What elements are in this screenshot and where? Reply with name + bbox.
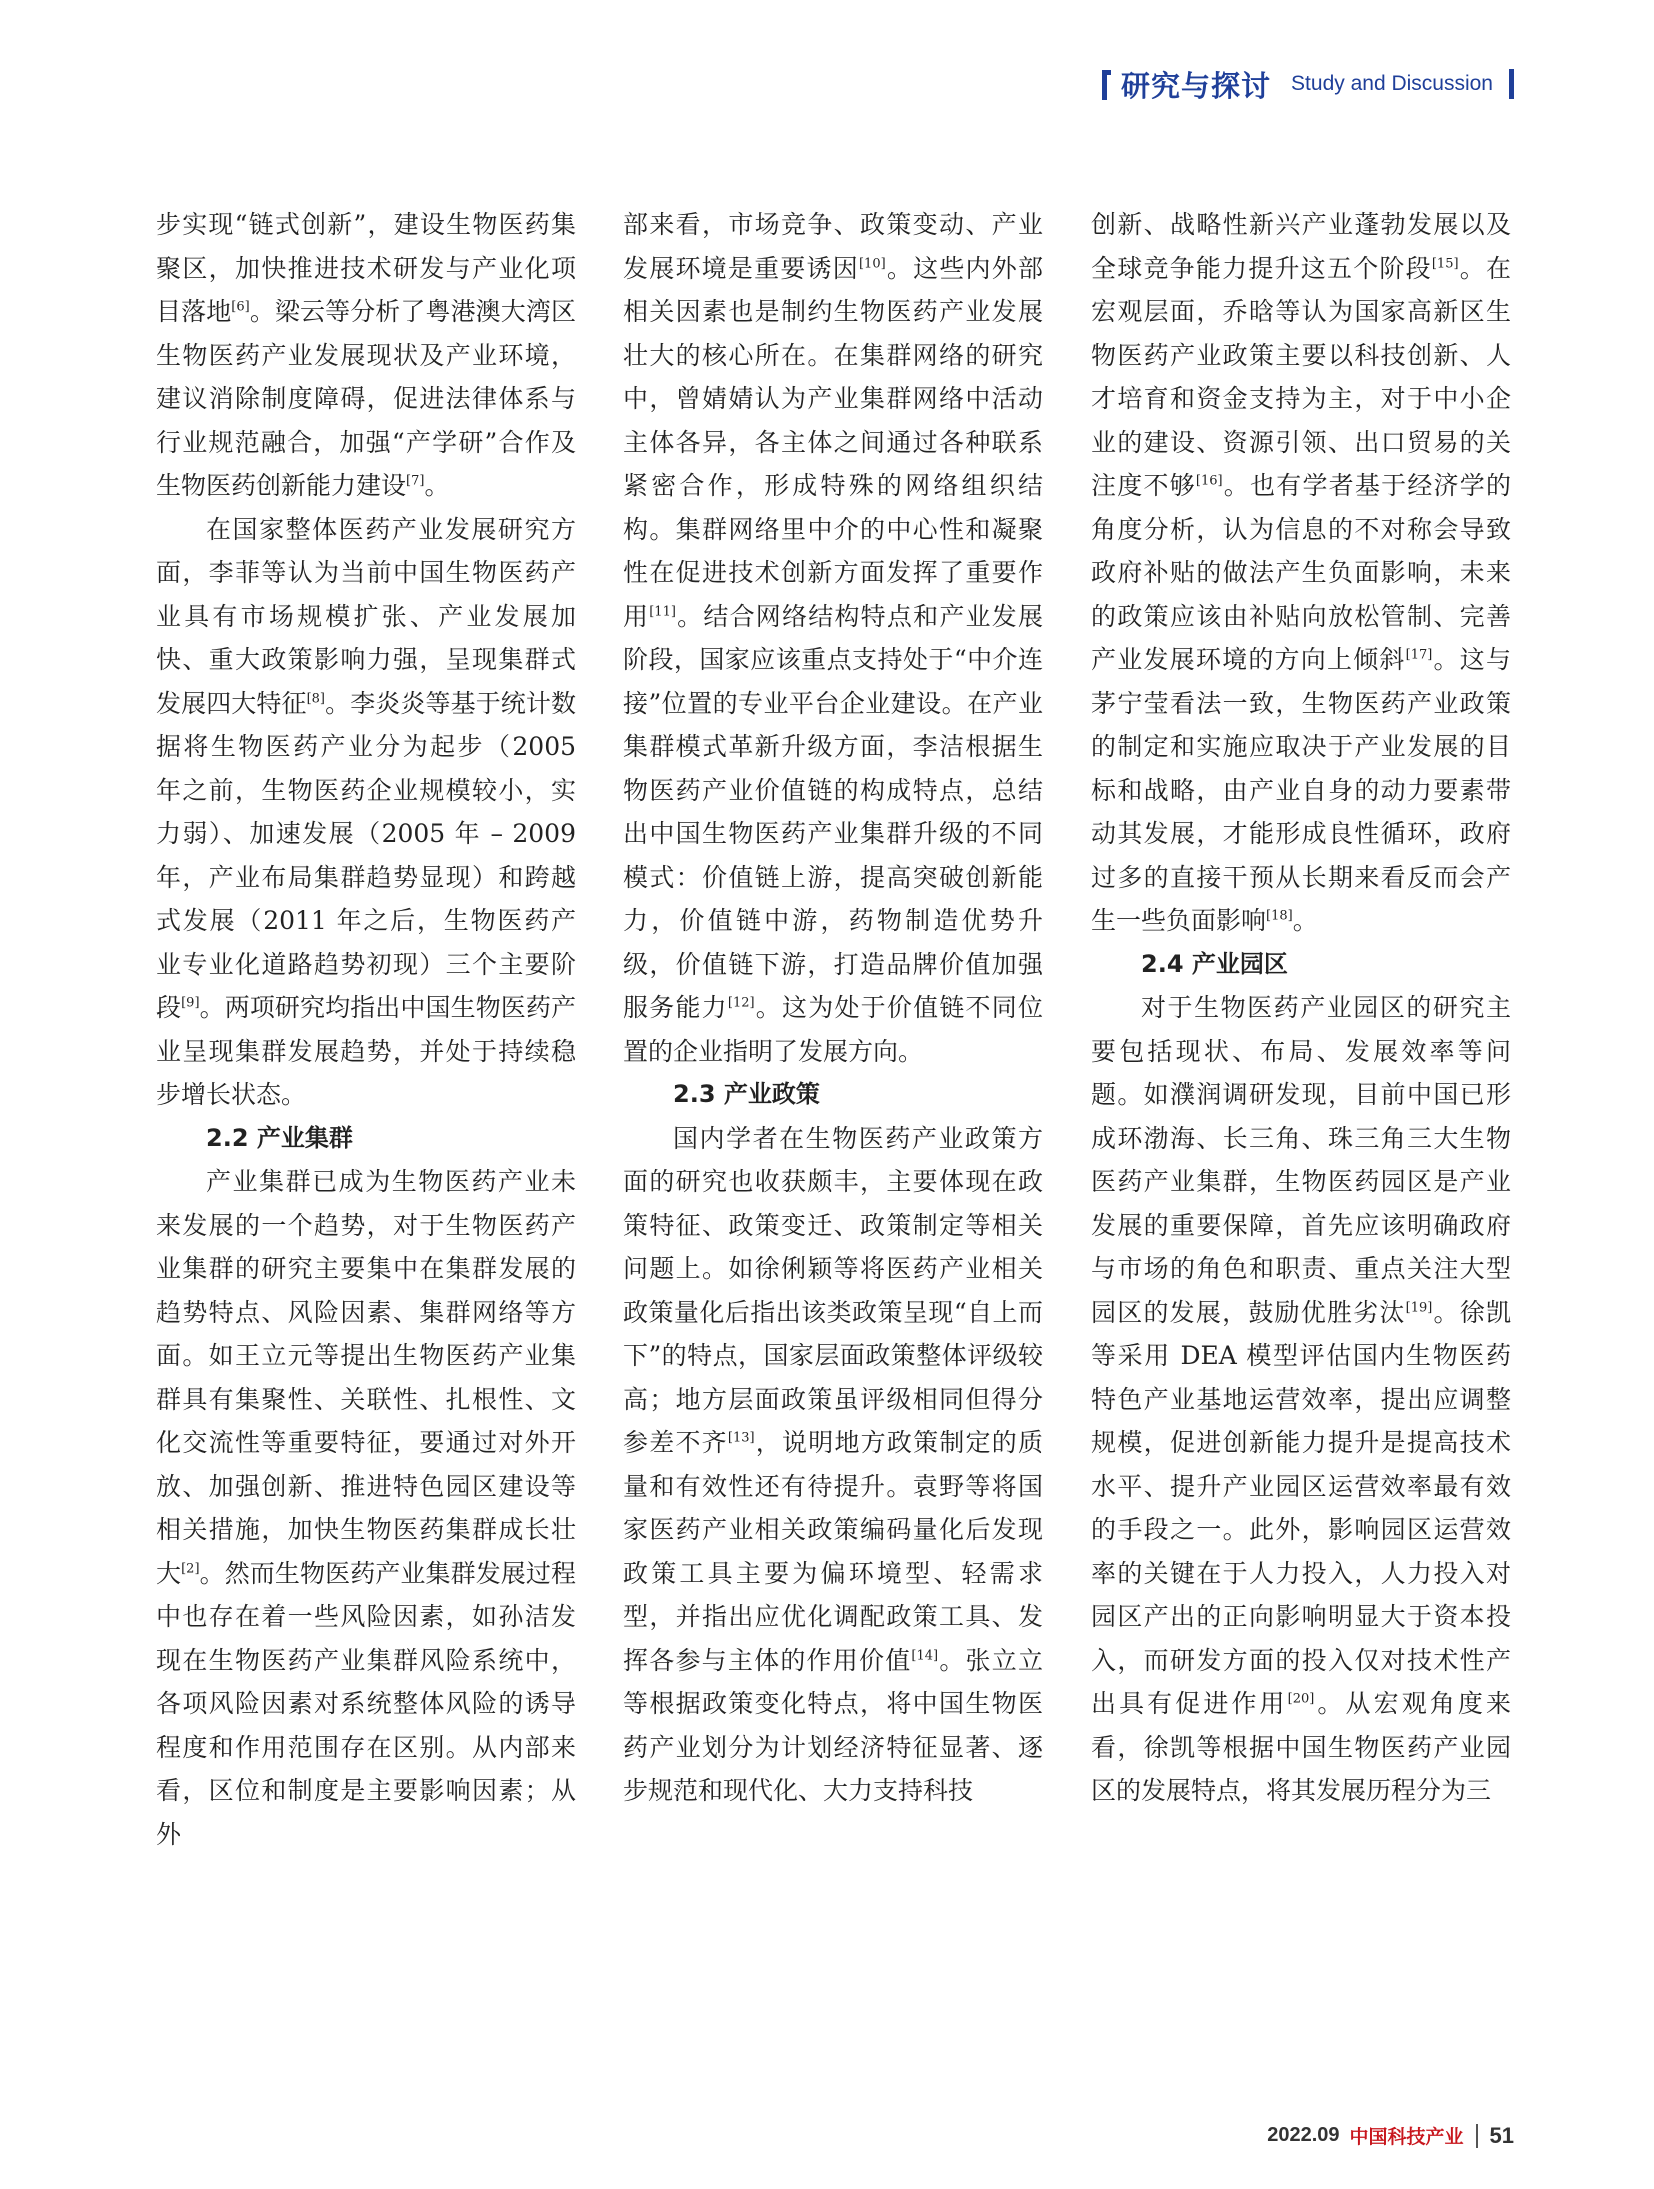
column-2 xyxy=(623,203,1043,1813)
citation: [6] xyxy=(231,299,250,315)
citation: [17] xyxy=(1405,647,1433,663)
section-title-en: Study and Discussion xyxy=(1291,72,1493,95)
section-title-cn: 研究与探讨 xyxy=(1121,68,1272,103)
column-3 xyxy=(1091,203,1511,1813)
citation: [16] xyxy=(1195,473,1223,489)
citation: [7] xyxy=(406,473,425,489)
paragraph: 步实现“链式创新”，建设生物医药集聚区，加快推进技术研发与产业化项目落地[6]。梁云等分析了粤港澳大湾区生物医药产业发展现状及产业环境，建议消除制度障碍，促进法律体系与行业规范融合，加强“产学研”合作及生物医药创新能力建设[7]。 xyxy=(156,210,576,500)
citation: [19] xyxy=(1405,1300,1433,1316)
column-1 xyxy=(156,203,576,1856)
section-header xyxy=(1102,62,1514,106)
citation: [13] xyxy=(727,1430,755,1446)
citation: [18] xyxy=(1266,908,1293,924)
citation: [9] xyxy=(181,995,200,1011)
magazine-title: 中国科技产业 xyxy=(1349,2126,1464,2148)
paragraph: 国内学者在生物医药产业政策方面的研究也收获颇丰，主要体现在政策特征、政策变迁、政策制定等相关问题上。如徐俐颖等将医药产业相关政策量化后指出该类政策呈现“自上而下”的特点，国家层面政策整体评级较高；地方层面政策虽评级相同但得分参差不齐[13]，说明地方政策制定的质量和有效性还有待提升。袁野等将国家医药产业相关政策编码量化后发现政策工具主要为偏环境型、轻需求型，并指出应优化调配政策工具、发挥各参与主体的作用价值[14]。张立立等根据政策变化特点，将中国生物医药产业划分为计划经济特征显著、逐步规范和现代化、大力支持科技 xyxy=(623,1123,1043,1805)
footer-divider xyxy=(1476,2124,1478,2148)
paragraph: 对于生物医药产业园区的研究主要包括现状、布局、发展效率等问题。如濮润调研发现，目前中国已形成环渤海、长三角、珠三角三大生物医药产业集群，生物医药园区是产业发展的重要保障，首先应该明确政府与市场的角色和职责、重点关注大型园区的发展，鼓励优胜劣汰[19]。徐凯等采用 DEA 模型评估国内生物医药特色产业基地运营效率，提出应调整规模，促进创新能力提升是提高技术水平、提升产业园区运营效率最有效的手段之一。此外，影响园区运营效率的关键在于人力投入，人力投入对园区产出的正向影响明显大于资本投入，而研发方面的投入仅对技术性产出具有促进作用[20]。从宏观角度来看，徐凯等根据中国生物医药产业园区的发展特点，将其发展历程分为三 xyxy=(1091,993,1511,1805)
page-footer xyxy=(1267,2122,1514,2149)
header-bar-icon xyxy=(1509,69,1514,99)
section-heading: 2.3 产业政策 xyxy=(673,1080,820,1108)
citation: [10] xyxy=(858,256,886,272)
citation: [12] xyxy=(727,995,755,1011)
issue-number: 2022.09 xyxy=(1267,2124,1340,2146)
section-heading: 2.2 产业集群 xyxy=(206,1123,353,1152)
section-heading: 2.4 产业园区 xyxy=(1141,949,1288,978)
citation: [11] xyxy=(649,604,676,620)
page-number: 51 xyxy=(1489,2122,1514,2148)
citation: [8] xyxy=(306,691,326,707)
paragraph: 产业集群已成为生物医药产业未来发展的一个趋势，对于生物医药产业集群的研究主要集中在集群发展的趋势特点、风险因素、集群网络等方面。如王立元等提出生物医药产业集群具有集聚性、关联性、扎根性、文化交流性等重要特征，要通过对外开放、加强创新、推进特色园区建设等相关措施，加快生物医药集群成长壮大[2]。然而生物医药产业集群发展过程中也存在着一些风险因素，如孙洁发现在生物医药产业集群风险系统中，各项风险因素对系统整体风险的诱导程度和作用范围存在区别。从内部来看，区位和制度是主要影响因素；从外 xyxy=(156,1167,576,1849)
citation: [15] xyxy=(1431,256,1459,272)
citation: [14] xyxy=(911,1648,939,1664)
header-bracket-icon xyxy=(1102,70,1111,100)
citation: [20] xyxy=(1287,1691,1315,1707)
citation: [2] xyxy=(181,1561,200,1577)
paragraph: 部来看，市场竞争、政策变动、产业发展环境是重要诱因[10]。这些内外部相关因素也是制约生物医药产业发展壮大的核心所在。在集群网络的研究中，曾婧婧认为产业集群网络中活动主体各异，各主体之间通过各种联系紧密合作，形成特殊的网络组织结构。集群网络里中介的中心性和凝聚性在促进技术创新方面发挥了重要作用[11]。结合网络结构特点和产业发展阶段，国家应该重点支持处于“中介连接”位置的专业平台企业建设。在产业集群模式革新升级方面，李洁根据生物医药产业价值链的构成特点，总结出中国生物医药产业集群升级的不同模式：价值链上游，提高突破创新能力，价值链中游，药物制造优势升级，价值链下游，打造品牌价值加强服务能力[12]。这为处于价值链不同位置的企业指明了发展方向。 xyxy=(623,210,1043,1066)
paragraph: 在国家整体医药产业发展研究方面，李菲等认为当前中国生物医药产业具有市场规模扩张、产业发展加快、重大政策影响力强，呈现集群式发展四大特征[8]。李炎炎等基于统计数据将生物医药产业分为起步（2005 年之前，生物医药企业规模较小，实力弱）、加速发展（2005 年 – 2009 年，产业布局集群趋势显现）和跨越式发展（2011 年之后，生物医药产业专业化道路趋势初现）三个主要阶段[9]。两项研究均指出中国生物医药产业呈现集群发展趋势，并处于持续稳步增长状态。 xyxy=(156,514,576,1109)
paragraph: 创新、战略性新兴产业蓬勃发展以及全球竞争能力提升这五个阶段[15]。在宏观层面，乔晗等认为国家高新区生物医药产业政策主要以科技创新、人才培育和资金支持为主，对于中小企业的建设、资源引领、出口贸易的关注度不够[16]。也有学者基于经济学的角度分析，认为信息的不对称会导致政府补贴的做法产生负面影响，未来的政策应该由补贴向放松管制、完善产业发展环境的方向上倾斜[17]。这与茅宁莹看法一致，生物医药产业政策的制定和实施应取决于产业发展的目标和战略，由产业自身的动力要素带动其发展，才能形成良性循环，政府过多的直接干预从长期来看反而会产生一些负面影响[18]。 xyxy=(1091,210,1511,935)
